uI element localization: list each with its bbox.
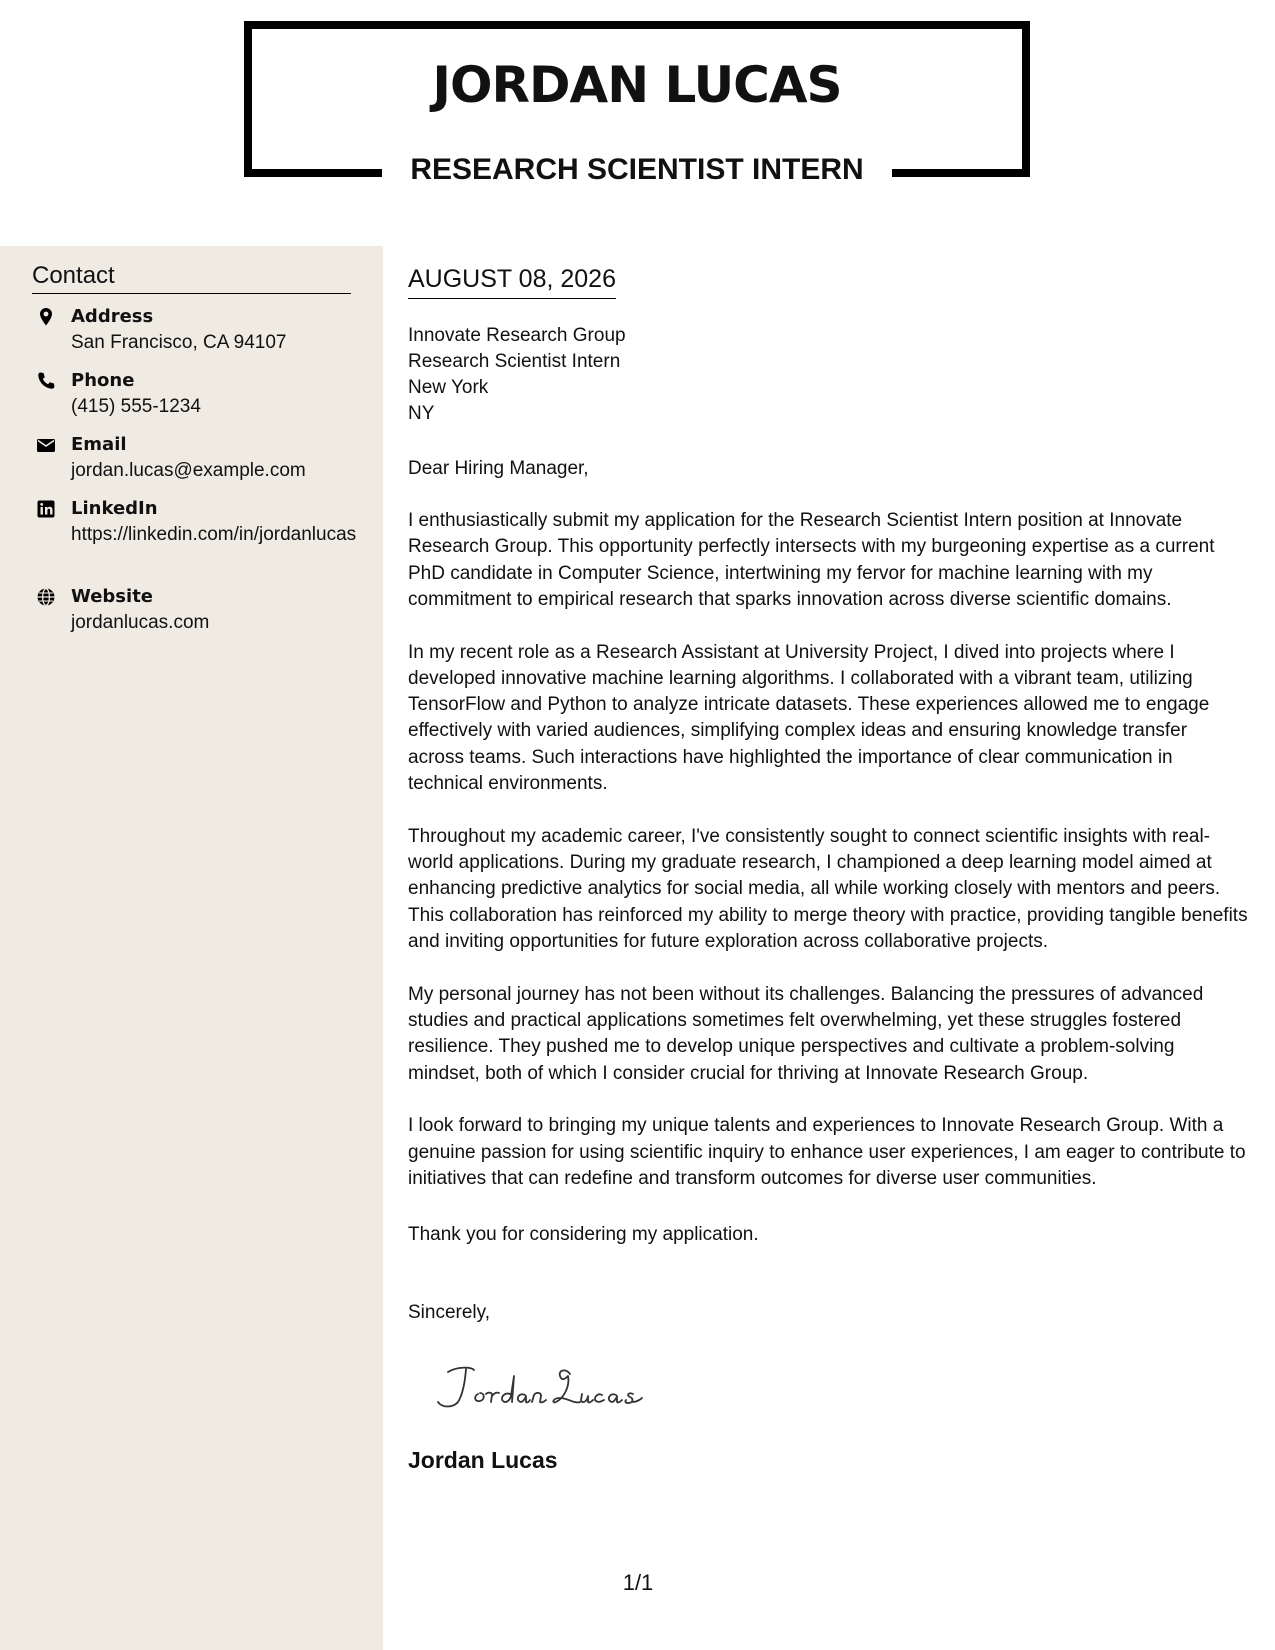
body-paragraph: In my recent role as a Research Assistant at University Project, I dived into projects where I developed innovative machine learning algorithms. I collaborated with a vibrant team, utilizing TensorFlow and Python to analyze intricate datasets. These experiences allowed me to engage effectively with varied audiences, simplifying complex ideas and ensuring knowledge transfer across teams. Such interactions have highlighted the importance of clear communication in technical environments. xyxy=(408,641,1210,795)
contact-label: Address xyxy=(71,306,154,327)
globe-icon xyxy=(36,587,56,607)
signoff: Sincerely, xyxy=(408,1302,491,1323)
contact-label: Email xyxy=(71,434,127,455)
contact-label: Website xyxy=(71,586,154,607)
envelope-icon xyxy=(36,435,56,455)
closing-line: Thank you for considering my application. xyxy=(408,1224,759,1245)
body-paragraph: Throughout my academic career, I've consistently sought to connect scientific insights with real-world applications. During my graduate research, I championed a deep learning model aimed at enhancing predictive analytics for social media, all while working closely with mentors and peers. This collaboration has reinforced my ability to merge theory with practice, providing tangible benefits and inviting opportunities for future exploration across collaborative projects. xyxy=(408,825,1248,952)
location-pin-icon xyxy=(36,307,56,327)
recipient-line: Innovate Research Group xyxy=(408,325,626,346)
contact-value[interactable]: jordanlucas.com xyxy=(71,612,210,633)
contact-value[interactable]: https://linkedin.com/in/jordanlucas xyxy=(71,524,357,545)
letter-body xyxy=(408,508,1248,1192)
header-frame-rule-right xyxy=(892,169,1030,177)
linkedin-icon xyxy=(36,499,56,519)
body-paragraph: My personal journey has not been without its challenges. Balancing the pressures of advanced studies and practical applications sometimes felt overwhelming, yet these struggles fostered resilience. They pushed me to develop unique perspectives and cultivate a problem-solving mindset, both of which I consider crucial for thriving at Innovate Research Group. xyxy=(408,983,1204,1084)
contact-heading: Contact xyxy=(32,262,351,294)
body-paragraph: I look forward to bringing my unique talents and experiences to Innovate Research Group. With a genuine passion for using scientific inquiry to enhance user experiences, I am eager to contribute to initiatives that can redefine and transform outcomes for diverse user communities. xyxy=(408,1115,1246,1189)
applicant-name: JORDAN LUCAS xyxy=(432,56,842,114)
recipient-line: Research Scientist Intern xyxy=(408,351,621,372)
body-paragraph: I enthusiastically submit my application for the Research Scientist Intern position at Innovate Research Group. This opportunity perfectly intersects with my burgeoning expertise as a current PhD candidate in Computer Science, intertwining my fervor for machine learning with my commitment to empirical research that sparks innovation across diverse scientific domains. xyxy=(408,510,1215,610)
recipient-line: NY xyxy=(408,403,435,424)
contact-value: (415) 555-1234 xyxy=(71,396,201,417)
contact-label: LinkedIn xyxy=(71,498,158,519)
salutation: Dear Hiring Manager, xyxy=(408,458,589,479)
job-title: RESEARCH SCIENTIST INTERN xyxy=(410,153,864,186)
recipient-line: New York xyxy=(408,377,489,398)
header-frame-rule-left xyxy=(244,169,382,177)
handwritten-signature xyxy=(430,1358,660,1414)
phone-icon xyxy=(36,371,56,391)
signer-name: Jordan Lucas xyxy=(408,1447,558,1473)
contact-label: Phone xyxy=(71,370,135,391)
contact-value[interactable]: jordan.lucas@example.com xyxy=(71,460,306,481)
contact-sidebar xyxy=(0,246,383,1650)
page-number: 1/1 xyxy=(622,1570,654,1595)
contact-value: San Francisco, CA 94107 xyxy=(71,332,287,353)
recipient-block xyxy=(408,323,626,427)
letter-date: AUGUST 08, 2026 xyxy=(408,264,616,299)
